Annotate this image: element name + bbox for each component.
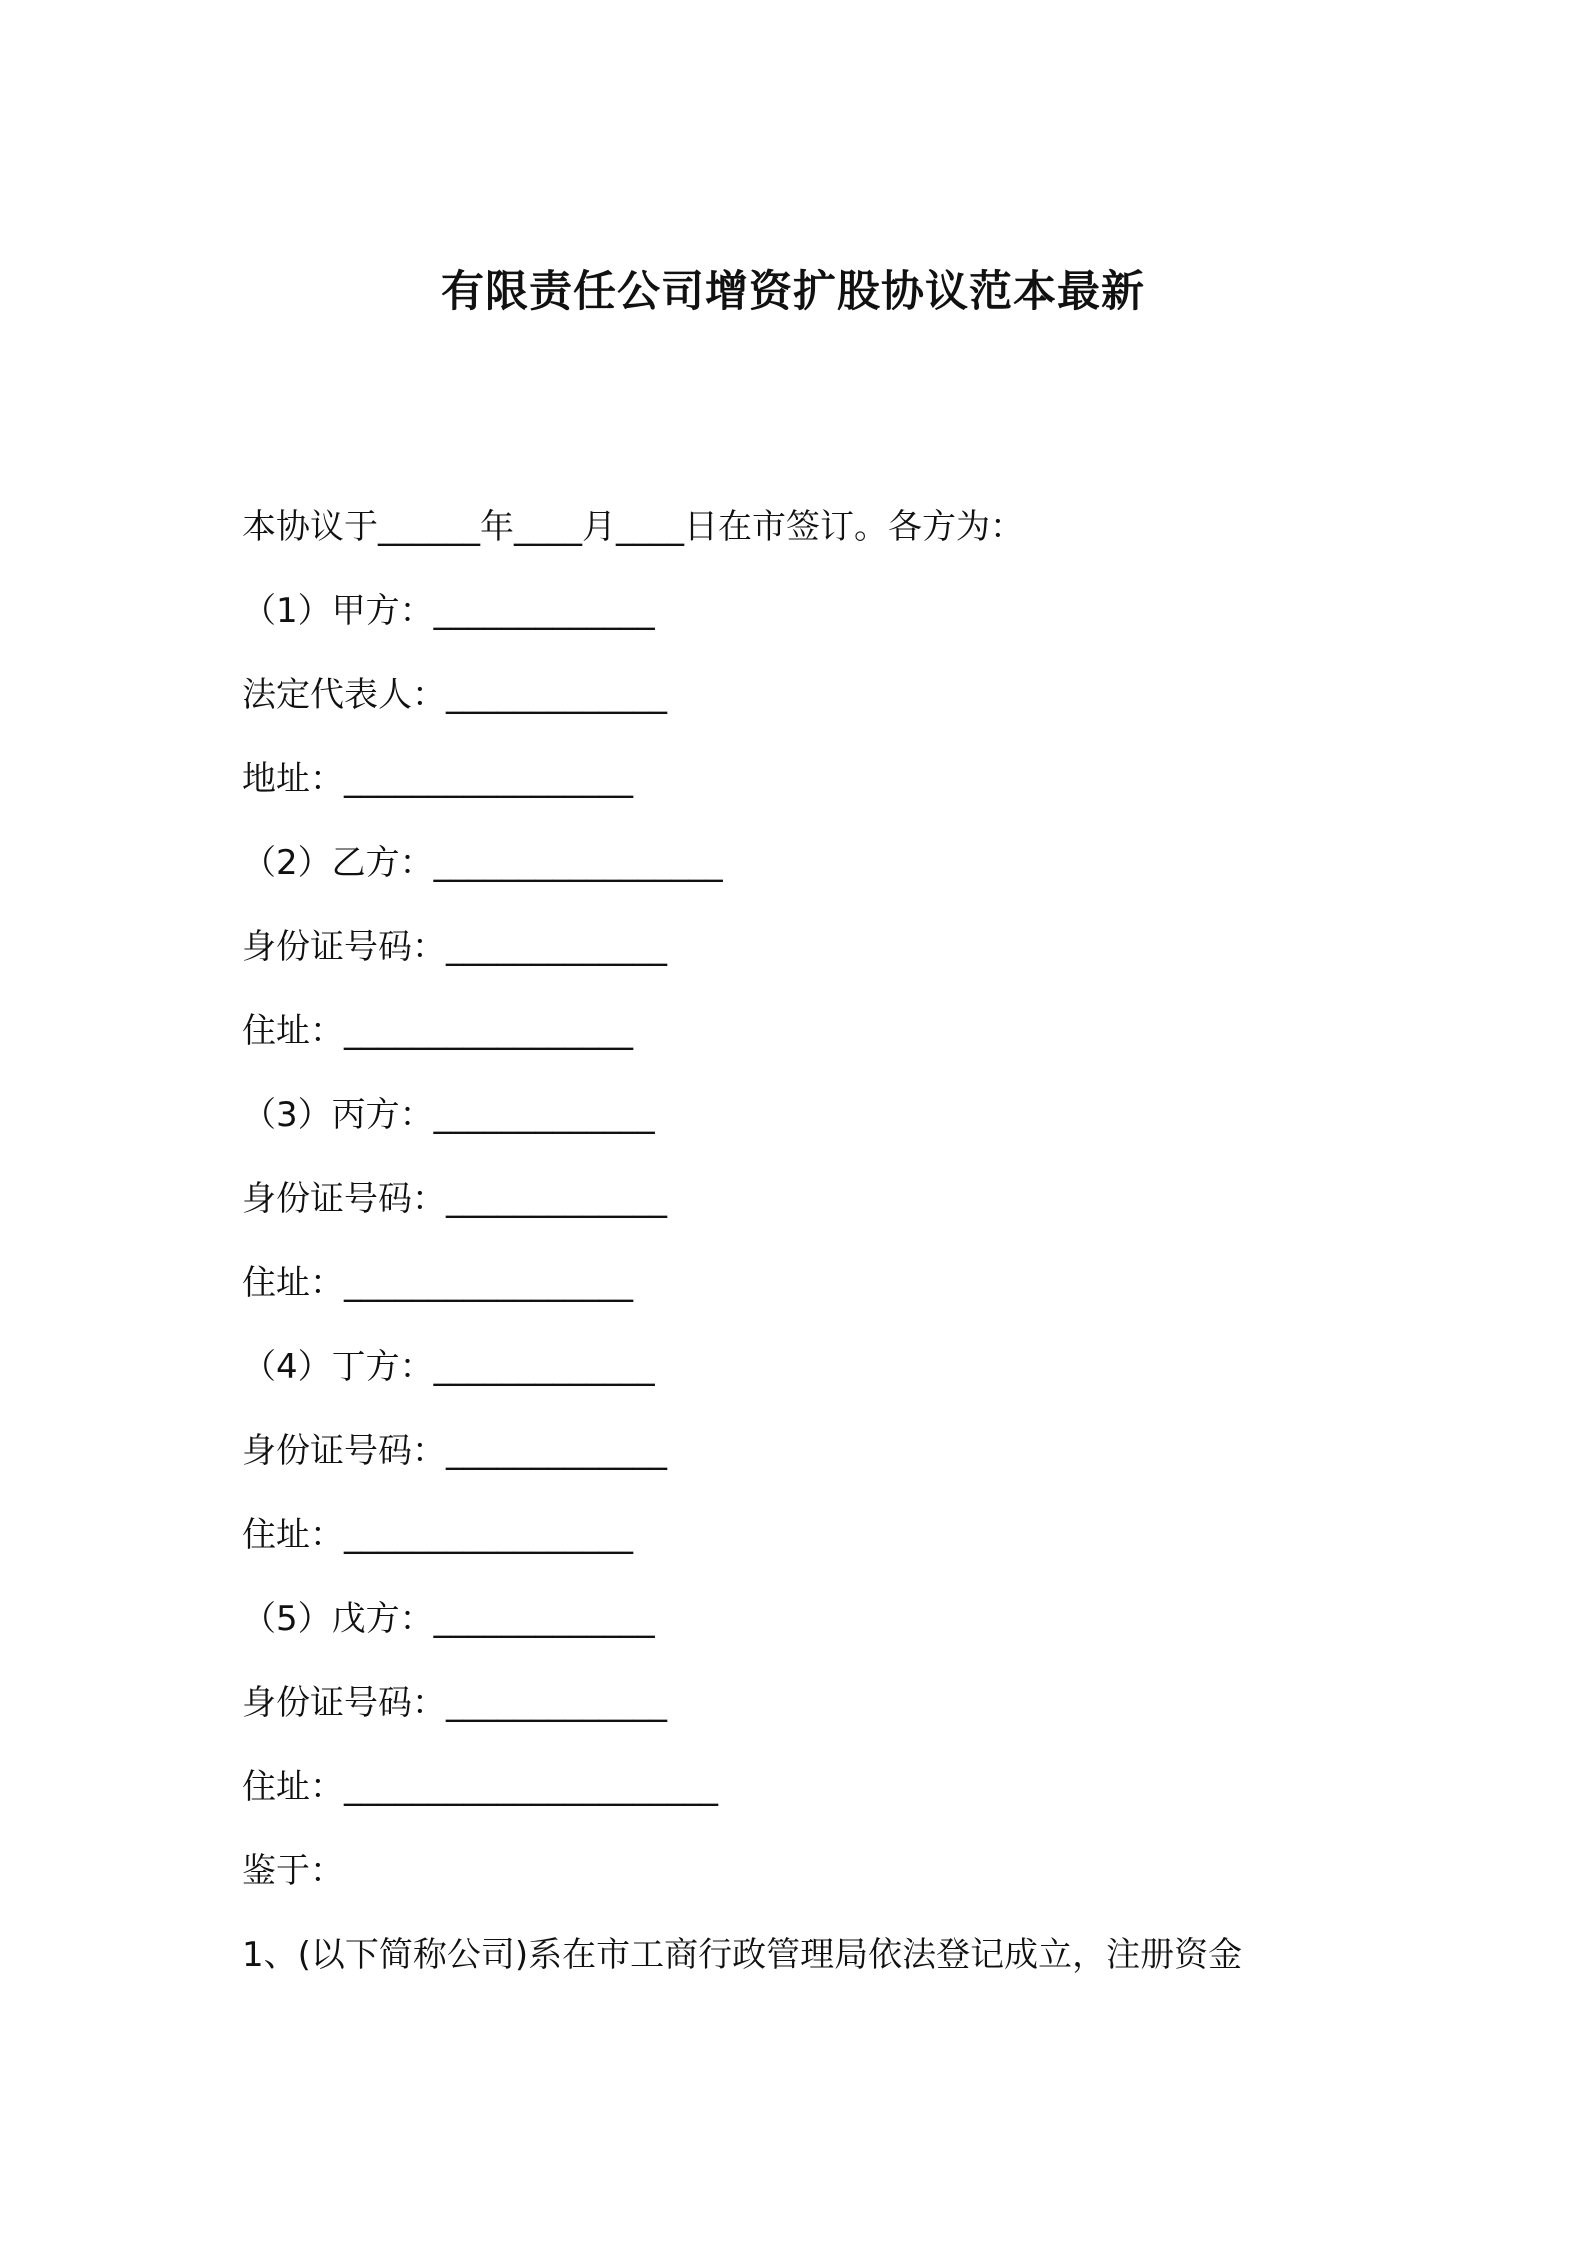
party-a-address-line: 地址：_________________	[242, 759, 633, 799]
document-title: 有限责任公司增资扩股协议范本最新	[441, 267, 1145, 317]
party-b-line: （2）乙方：_________________	[242, 843, 723, 883]
party-b-residence-line: 住址：_________________	[242, 1011, 633, 1051]
party-d-line: （4）丁方：_____________	[242, 1347, 655, 1387]
party-c-residence-line: 住址：_________________	[242, 1263, 633, 1303]
party-a-line: （1）甲方：_____________	[242, 591, 655, 631]
party-c-line: （3）丙方：_____________	[242, 1095, 655, 1135]
legal-representative-line: 法定代表人：_____________	[242, 675, 667, 715]
party-e-residence-line: 住址：______________________	[242, 1767, 718, 1807]
party-c-id-line: 身份证号码：_____________	[242, 1179, 667, 1219]
party-d-id-line: 身份证号码：_____________	[242, 1431, 667, 1471]
party-e-id-line: 身份证号码：_____________	[242, 1683, 667, 1723]
whereas-heading: 鉴于：	[242, 1851, 344, 1891]
party-b-id-line: 身份证号码：_____________	[242, 927, 667, 967]
party-d-residence-line: 住址：_________________	[242, 1515, 633, 1555]
party-e-line: （5）戊方：_____________	[242, 1599, 655, 1639]
agreement-intro-line: 本协议于______年____月____日在市签订。各方为：	[242, 507, 1024, 547]
whereas-clause-1: 1、(以下简称公司)系在市工商行政管理局依法登记成立，注册资金	[242, 1935, 1243, 1975]
